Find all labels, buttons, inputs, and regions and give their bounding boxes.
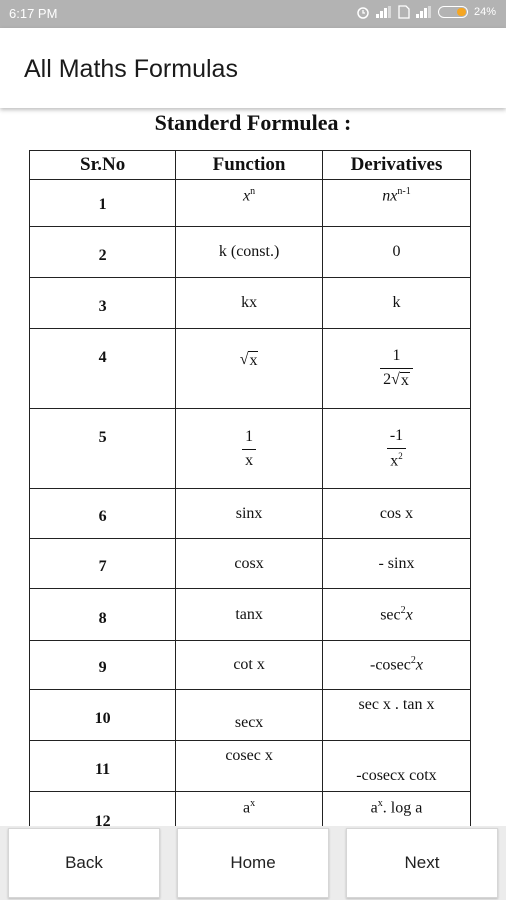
status-icons bbox=[356, 5, 496, 19]
alarm-icon bbox=[356, 5, 370, 19]
sr-no: 9 bbox=[30, 641, 176, 690]
sr-no: 4 bbox=[30, 329, 176, 409]
status-time: 6:17 PM bbox=[9, 6, 58, 21]
sr-no: 8 bbox=[30, 589, 176, 641]
bottom-nav bbox=[0, 826, 506, 900]
table-row bbox=[30, 489, 471, 539]
sr-no: 6 bbox=[30, 489, 176, 539]
formula-table bbox=[29, 150, 471, 826]
table-row bbox=[30, 227, 471, 278]
column-header-function: Function bbox=[176, 151, 323, 180]
table-row bbox=[30, 589, 471, 641]
sqrt-symbol: √ x bbox=[239, 351, 258, 369]
derivative-cell: -cosec$^2$x bbox=[322, 641, 470, 690]
function-cell bbox=[176, 329, 323, 409]
table-row bbox=[30, 641, 471, 690]
table-row bbox=[30, 792, 471, 827]
sr-no: 2 bbox=[30, 227, 176, 278]
derivative-cell: k bbox=[322, 278, 470, 329]
battery-percent: 24% bbox=[473, 6, 496, 18]
function-cell: $a^x$ bbox=[176, 792, 323, 827]
derivative-cell: $\sec^2x$ bbox=[322, 589, 470, 641]
derivative-cell: - sinx bbox=[322, 539, 470, 589]
table-row bbox=[30, 329, 471, 409]
table-row bbox=[30, 278, 471, 329]
app-title: All Maths Formulas bbox=[24, 55, 238, 83]
derivative-cell: $a^x$. log a bbox=[322, 792, 470, 827]
function-cell: secx bbox=[176, 690, 323, 741]
sr-no: 3 bbox=[30, 278, 176, 329]
app-bar bbox=[0, 28, 506, 108]
sr-no: 5 bbox=[30, 409, 176, 489]
derivative-cell: sec x . tan x bbox=[322, 690, 470, 741]
next-button[interactable]: Next bbox=[346, 828, 498, 898]
sim-icon bbox=[398, 5, 410, 19]
function-cell: cosx bbox=[176, 539, 323, 589]
derivative-cell: 1 2√ x bbox=[322, 329, 470, 409]
table-row bbox=[30, 741, 471, 792]
formula-image bbox=[0, 110, 506, 826]
column-header-derivatives: Derivatives bbox=[322, 151, 470, 180]
derivative-cell: $\frac{-1}{x^2}$ bbox=[322, 409, 470, 489]
function-cell: $x^n$ bbox=[176, 180, 323, 227]
function-cell: $\frac{1}{x}$ bbox=[176, 409, 323, 489]
derivative-cell: -cosecx cotx bbox=[322, 741, 470, 792]
function-cell: k (const.) bbox=[176, 227, 323, 278]
back-button[interactable]: Back bbox=[8, 828, 160, 898]
table-row bbox=[30, 539, 471, 589]
derivative-cell: cos x bbox=[322, 489, 470, 539]
sr-no: 7 bbox=[30, 539, 176, 589]
signal-icon bbox=[376, 6, 392, 18]
sr-no: 1 bbox=[30, 180, 176, 227]
sr-no: 10 bbox=[30, 690, 176, 741]
sr-no: 11 bbox=[30, 741, 176, 792]
function-cell: cosec x bbox=[176, 741, 323, 792]
column-header-srno: Sr.No bbox=[30, 151, 176, 180]
table-row bbox=[30, 409, 471, 489]
function-cell: tanx bbox=[176, 589, 323, 641]
function-cell: cot x bbox=[176, 641, 323, 690]
status-bar bbox=[0, 0, 506, 28]
battery-icon bbox=[438, 6, 468, 18]
signal-icon-2 bbox=[416, 6, 432, 18]
derivative-cell: 0 bbox=[322, 227, 470, 278]
function-cell: sinx bbox=[176, 489, 323, 539]
sr-no: 12 bbox=[30, 792, 176, 827]
home-button[interactable]: Home bbox=[177, 828, 329, 898]
derivative-cell: $nx^{n-1}$ bbox=[322, 180, 470, 227]
table-row bbox=[30, 690, 471, 741]
function-cell: kx bbox=[176, 278, 323, 329]
table-heading: Standerd Formulea : bbox=[154, 110, 352, 135]
table-row bbox=[30, 180, 471, 227]
